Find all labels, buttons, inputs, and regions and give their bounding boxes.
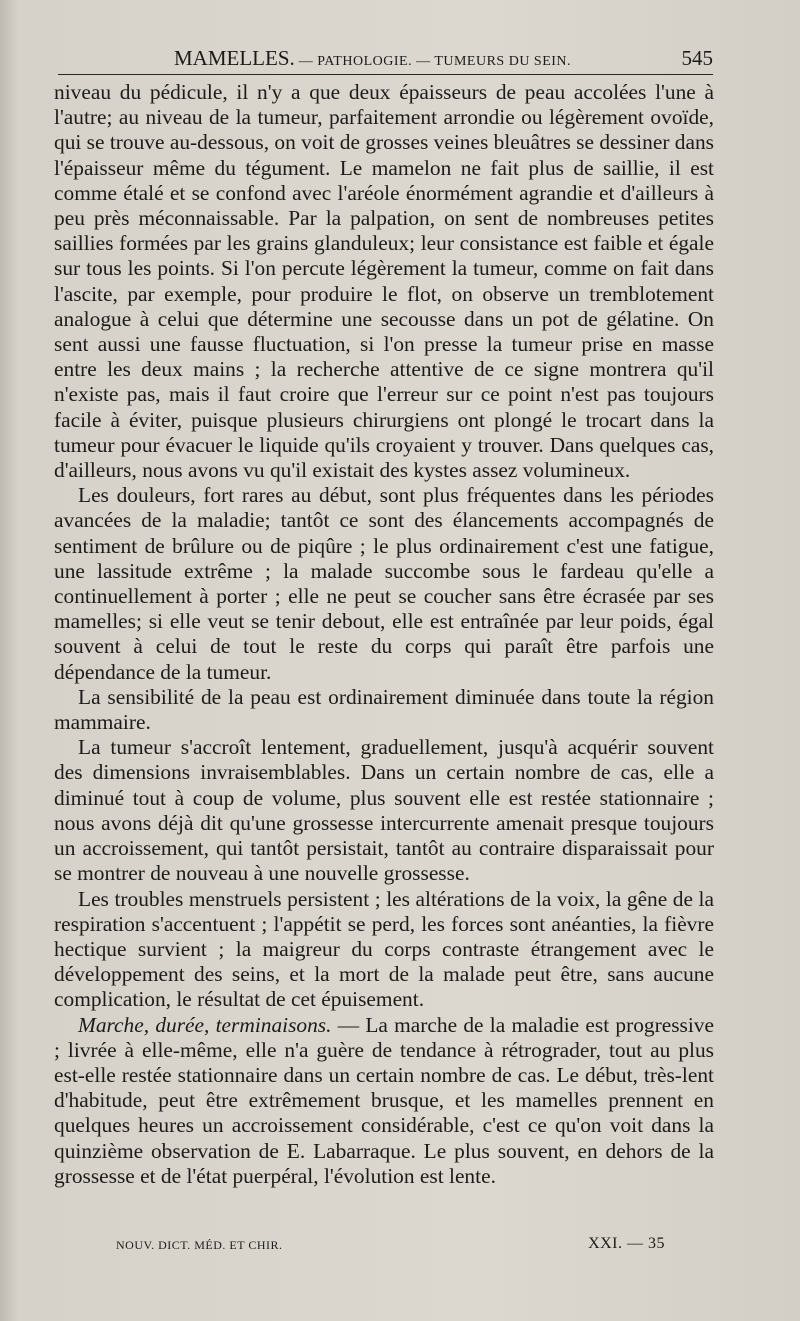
paragraph-6 (54, 1013, 714, 1189)
paragraph-4: La tumeur s'accroît lentement, graduellement, jusqu'à acquérir souvent des dimensions invraisemblables. Dans un certain nombre de cas, elle a diminué tout à coup de volume, plus souvent elle est restée stationnaire ; nous avons déjà dit qu'une grossesse intercurrente amenait presque toujours un accroissement, qui tantôt persistait, tantôt au contraire disparaissait pour se montrer de nouveau à une nouvelle grossesse. (54, 735, 714, 886)
header-title-main: MAMELLES. (174, 46, 295, 70)
footer-signature: NOUV. DICT. MÉD. ET CHIR. (116, 1238, 283, 1252)
paragraph-5: Les troubles menstruels persistent ; les altérations de la voix, la gêne de la respiration s'accentuent ; l'appétit se perd, les forces sont anéanties, la fièvre hectique survient ; la maigreur du corps contraste étrangement avec le développement des seins, et la mort de la malade peut être, sans aucune complication, le résultat de cet épuisement. (54, 886, 714, 1012)
paragraph-3: La sensibilité de la peau est ordinairement diminuée dans toute la région mammaire. (54, 684, 714, 735)
paragraph-6-text: — La marche de la maladie est progressive ; livrée à elle-même, elle n'a guère de tendance à rétrograder, tout au plus est-elle restée stationnaire dans un certain nombre de cas. Le début, très-lent d'habitude, peut être extrêmement brusque, et les mamelles prennent en quelques heures un accroissement considérable, c'est ce qu'on voit dans la quinzième observation de E. Labarraque. Le plus souvent, en dehors de la grossesse et de l'état puerpéral, l'évolution est lente. (54, 1012, 714, 1188)
running-header (58, 42, 713, 75)
header-title-rest: — PATHOLOGIE. — TUMEURS DU SEIN. (294, 54, 572, 69)
header-title (174, 42, 571, 78)
page-body (54, 80, 714, 1189)
paragraph-2: Les douleurs, fort rares au début, sont plus fréquentes dans les périodes avancées de la maladie; tantôt ce sont des élancements accompagnés de sentiment de brûlure ou de piqûre ; le plus ordinairement c'est une fatigue, une lassitude extrême ; la malade succombe sous le fardeau qu'elle a continuellement à porter ; elle ne peut se coucher sans être écrasée par ses mamelles; si elle veut se tenir debout, elle est entraînée par leur poids, égal souvent à celui de tout le reste du corps qui paraît être parfois une dépendance de la tumeur. (54, 483, 714, 684)
paragraph-1: niveau du pédicule, il n'y a que deux épaisseurs de peau accolées l'une à l'autre; au niveau de la tumeur, parfaitement arrondie ou légèrement ovoïde, qui se trouve au-dessous, on voit de grosses veines bleuâtres se dessiner dans l'épaisseur même du tégument. Le mamelon ne fait plus de saillie, il est comme étalé et se confond avec l'aréole énormément agrandie et d'ailleurs à peu près méconnaissable. Par la palpation, on sent de nombreuses petites saillies formées par les grains glanduleux; leur consistance est faible et égale sur tous les points. Si l'on percute légèrement la tumeur, comme on fait dans l'ascite, par exemple, pour produire le flot, on observe un tremblotement analogue à celui que détermine une secousse dans un pot de gélatine. On sent aussi une fausse fluctuation, si l'on presse la tumeur prise en masse entre les deux mains ; la recherche attentive de ce signe montrera qu'il n'existe pas, mais il faut croire que l'erreur sur ce point n'est pas toujours facile à éviter, puisque plusieurs chirurgiens ont plongé le trocart dans la tumeur pour évacuer le liquide qu'ils croyaient y trouver. Dans quelques cas, d'ailleurs, nous avons vu qu'il existait des kystes assez volumineux. (54, 80, 714, 483)
footer-volume-sheet: XXI. — 35 (588, 1235, 665, 1252)
page-number: 545 (681, 46, 713, 70)
section-heading-italic: Marche, durée, terminaisons. (78, 1012, 332, 1037)
